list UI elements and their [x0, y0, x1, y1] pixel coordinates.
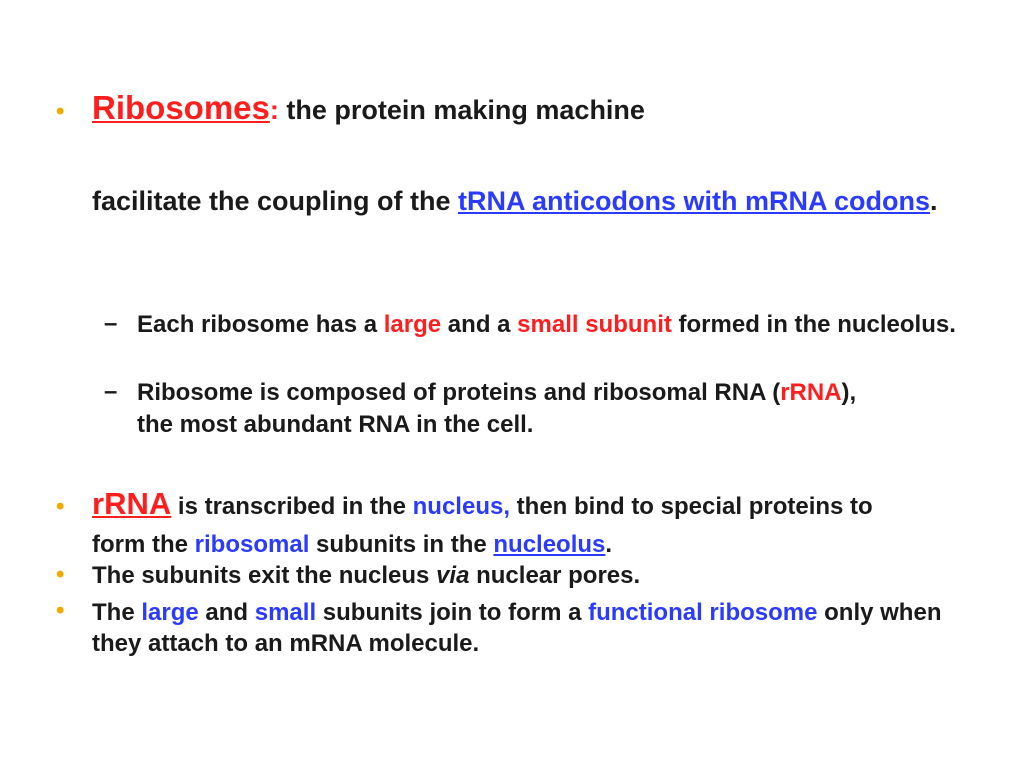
bullet-subunits-exit	[92, 561, 952, 591]
sub2-text-b: ), the most abundant RNA in the cell.	[137, 379, 857, 438]
sub1-small-subunit: small subunit	[517, 311, 672, 338]
sub1-large: large	[383, 311, 442, 338]
term-rrna: rRNA	[92, 486, 172, 521]
sub1-text-a: Each ribosome has a	[137, 311, 384, 338]
heading-colon: :	[269, 95, 279, 125]
b3-text-a: The subunits exit the nucleus	[92, 562, 437, 589]
sub-item-subunits	[137, 309, 987, 341]
b3-text-b: nuclear pores.	[469, 562, 641, 589]
bullet-marker: •	[56, 493, 65, 520]
sub-item-composition	[137, 377, 897, 441]
bullet-marker: •	[56, 561, 65, 588]
b4-small: small	[254, 599, 317, 626]
sub1-text-b: and a	[441, 311, 518, 338]
link-nucleolus[interactable]: nucleolus	[493, 531, 606, 558]
b4-text-a: The	[92, 599, 142, 626]
bullet-marker: •	[56, 98, 65, 125]
b2-text-b: then bind to special proteins to form the	[92, 493, 873, 558]
b2-ribosomal: ribosomal	[194, 531, 310, 558]
b4-functional-ribosome: functional ribosome	[588, 599, 818, 626]
facilitate-text: facilitate the coupling of the	[92, 186, 459, 216]
b4-large: large	[141, 599, 199, 626]
b4-text-c: subunits join to form a	[316, 599, 589, 626]
bullet-marker: •	[56, 597, 65, 624]
facilitate-paragraph	[92, 184, 942, 218]
b4-text-d: only when they attach to an mRNA molecule.	[92, 599, 942, 657]
b2-text-d: .	[605, 531, 613, 558]
heading-ribosomes	[92, 88, 972, 130]
bullet-functional-ribosome	[92, 597, 972, 659]
sub2-text-a: Ribosome is composed of proteins and ribosomal RNA (	[137, 379, 781, 406]
heading-rest: the protein making machine	[278, 95, 645, 125]
sub1-text-c: formed in the nucleolus.	[671, 311, 956, 338]
link-trna-anticodons[interactable]: tRNA anticodons with mRNA codons	[458, 186, 931, 216]
term-ribosomes: Ribosomes	[92, 89, 270, 126]
b3-via: via	[436, 562, 470, 589]
b2-text-a: is transcribed in the	[171, 493, 413, 520]
b2-nucleus: nucleus,	[412, 493, 510, 520]
b4-text-b: and	[198, 599, 255, 626]
sub2-rrna: rRNA	[780, 379, 842, 406]
b2-text-c: subunits in the	[309, 531, 494, 558]
dash-marker: –	[104, 378, 118, 405]
bullet-rrna	[92, 486, 892, 563]
facilitate-period: .	[930, 186, 938, 216]
dash-marker: –	[104, 310, 118, 337]
